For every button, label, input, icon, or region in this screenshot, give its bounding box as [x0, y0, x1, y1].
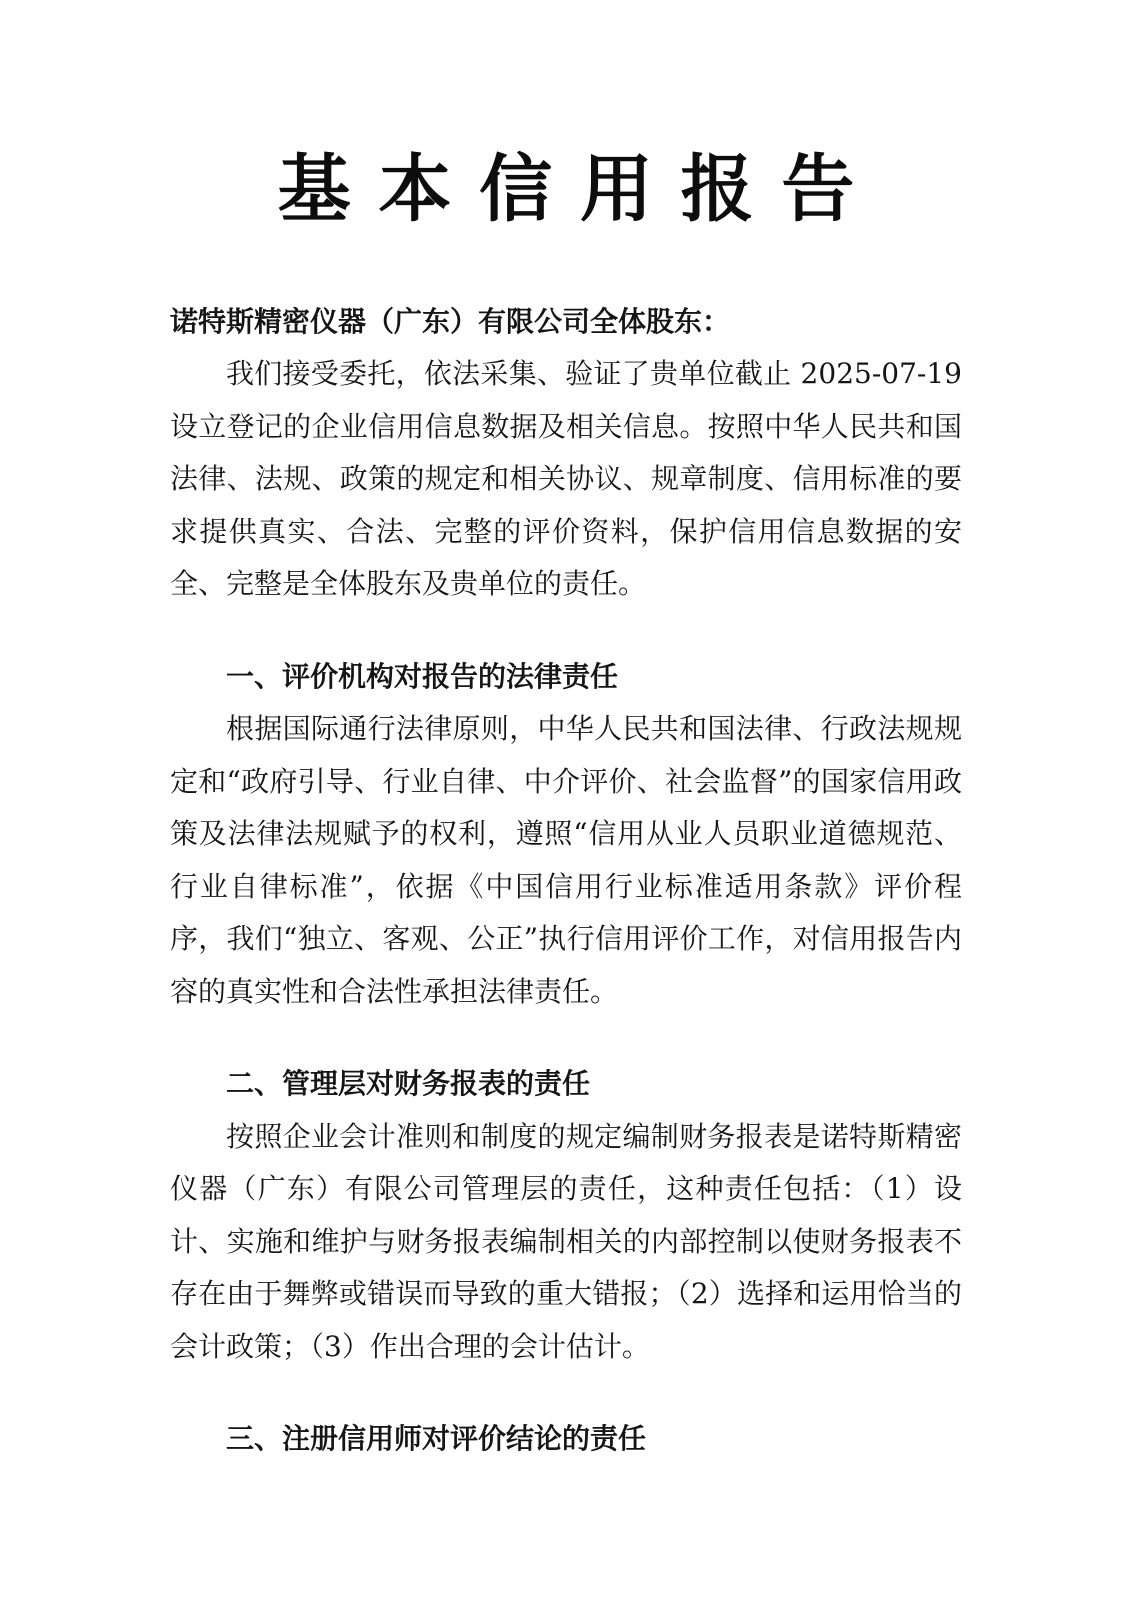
section-1-paragraph: 根据国际通行法律原则，中华人民共和国法律、行政法规规定和“政府引导、行业自律、中介评价、社会监督”的国家信用政策及法律法规赋予的权利，遵照“信用从业人员职业道德规范、行业自律标准”，依据《中国信用行业标准适用条款》评价程序，我们“独立、客观、公正”执行信用评价工作，对信用报告内容的真实性和合法性承担法律责任。	[170, 712, 962, 1008]
report-body	[170, 296, 962, 1466]
section-2-paragraph: 按照企业会计准则和制度的规定编制财务报表是诺特斯精密仪器（广东）有限公司管理层的责任，这种责任包括：（1）设计、实施和维护与财务报表编制相关的内部控制以使财务报表不存在由于舞弊或错误而导致的重大错报；（2）选择和运用恰当的会计政策；（3）作出合理的会计估计。	[170, 1119, 962, 1363]
section-3-heading: 三、注册信用师对评价结论的责任	[226, 1422, 647, 1456]
page-title: 基本信用报告	[277, 146, 883, 232]
salutation-line: 诺特斯精密仪器（广东）有限公司全体股东：	[170, 304, 731, 338]
section-2-heading: 二、管理层对财务报表的责任	[226, 1067, 591, 1101]
intro-paragraph: 我们接受委托，依法采集、验证了贵单位截止 2025-07-19 设立登记的企业信用信息数据及相关信息。按照中华人民共和国法律、法规、政策的规定和相关协议、规章制度、信用标准的要求提供真实、合法、完整的评价资料，保护信用信息数据的安全、完整是全体股东及贵单位的责任。	[170, 357, 962, 601]
section-1-heading: 一、评价机构对报告的法律责任	[226, 659, 619, 693]
